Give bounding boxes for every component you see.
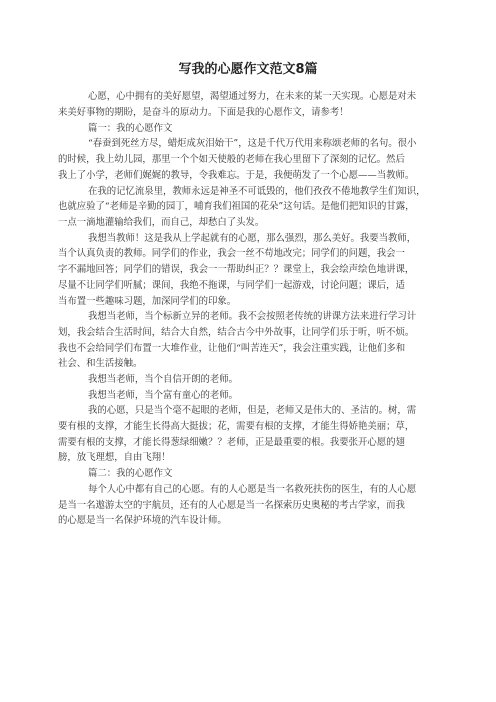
text-line: 篇二：我的心愿作文 bbox=[88, 468, 173, 479]
document-title: 写我的心愿作文范文8篇 bbox=[178, 62, 318, 77]
text-line: 的时候，我上幼儿园，那里一个个如天使般的老师在我心里留下了深刻的记忆。然后 bbox=[58, 154, 405, 165]
text-line: 是当一名遨游太空的宇航员，还有的人心愿是当一名探索历史奥秘的考古学家，而我 bbox=[58, 500, 405, 511]
text-line: 的心愿是当一名保护环境的汽车设计师。 bbox=[58, 515, 227, 526]
text-line: 我想当老师，当个标新立异的老师。我不会按照老传统的讲课方法来进行学习计 bbox=[88, 311, 417, 322]
text-line: 我想当老师，当个富有童心的老师。 bbox=[88, 390, 239, 401]
text-line: 膀，放飞理想，自由飞翔！ bbox=[58, 452, 171, 463]
text-line: 社会、和生活接触。 bbox=[58, 358, 143, 369]
text-line: 每个人心中都有自己的心愿。有的人心愿是当一名救死扶伤的医生，有的人心愿 bbox=[88, 484, 417, 495]
text-line: 一点一滴地灌输给我们，而自己，却愁白了头发。 bbox=[58, 217, 265, 228]
text-line: 划，我会结合生活时间，结合大自然，结合古今中外故事，让同学们乐于听，听不烦。 bbox=[58, 327, 415, 338]
text-line: 篇一：我的心愿作文 bbox=[88, 123, 173, 134]
text-line: 也就应验了“老师是辛勤的园丁，哺育我们祖国的花朵”这句话。是他们把知识的甘露， bbox=[58, 201, 415, 212]
text-line: 尽量不让同学们听腻；课间，我绝不拖课，与同学们一起游戏，讨论问题；课后，适 bbox=[58, 280, 405, 291]
text-line: 我的心愿，只是当个毫不起眼的老师，但是，老师又是伟大的、圣洁的。树，需 bbox=[88, 405, 417, 416]
text-line: 我上了小学，老师们娓娓的教导，令我难忘。于是，我便萌发了一个心愿——当教师。 bbox=[58, 170, 415, 181]
text-line: 我也不会给同学们布置一大堆作业，让他们“叫苦连天”，我会注重实践，让他们多和 bbox=[58, 343, 406, 354]
text-line: 我想当老师，当个自信开朗的老师。 bbox=[88, 374, 239, 385]
text-line: 字不漏地回答；同学们的错误，我会一一帮助纠正？？课堂上，我会绘声绘色地讲课， bbox=[58, 264, 415, 275]
text-line: 我想当教师！这是我从上学起就有的心愿，那么强烈，那么美好。我要当教师， bbox=[88, 233, 417, 244]
text-line: “春蚕到死丝方尽，蜡炬成灰泪始干”，这是千代万代用来称颂老师的名句。很小 bbox=[88, 138, 417, 149]
text-line: 在我的记忆流泉里，教师永远是神圣不可诋毁的，他们孜孜不倦地教学生们知识， bbox=[88, 186, 426, 197]
text-line: 需要有根的支撑，才能长得葱绿细嫩？？老师，正是最重要的根。我要张开心愿的翅 bbox=[58, 437, 405, 448]
text-line: 当个认真负责的教师。同学们的作业，我会一丝不苟地改完；同学们的问题，我会一 bbox=[58, 248, 405, 259]
text-line: 心愿，心中拥有的美好愿望，渴望通过努力，在未来的某一天实现。心愿是对未 bbox=[88, 91, 417, 102]
text-line: 来美好事物的期盼，是奋斗的原动力。下面是我的心愿作文，请参考！ bbox=[58, 107, 349, 118]
text-line: 要有根的支撑，才能生长得高大挺拔；花，需要有根的支撑，才能生得娇艳美丽；草， bbox=[58, 421, 415, 432]
text-line: 当布置一些趣味习题，加深同学们的印象。 bbox=[58, 296, 237, 307]
